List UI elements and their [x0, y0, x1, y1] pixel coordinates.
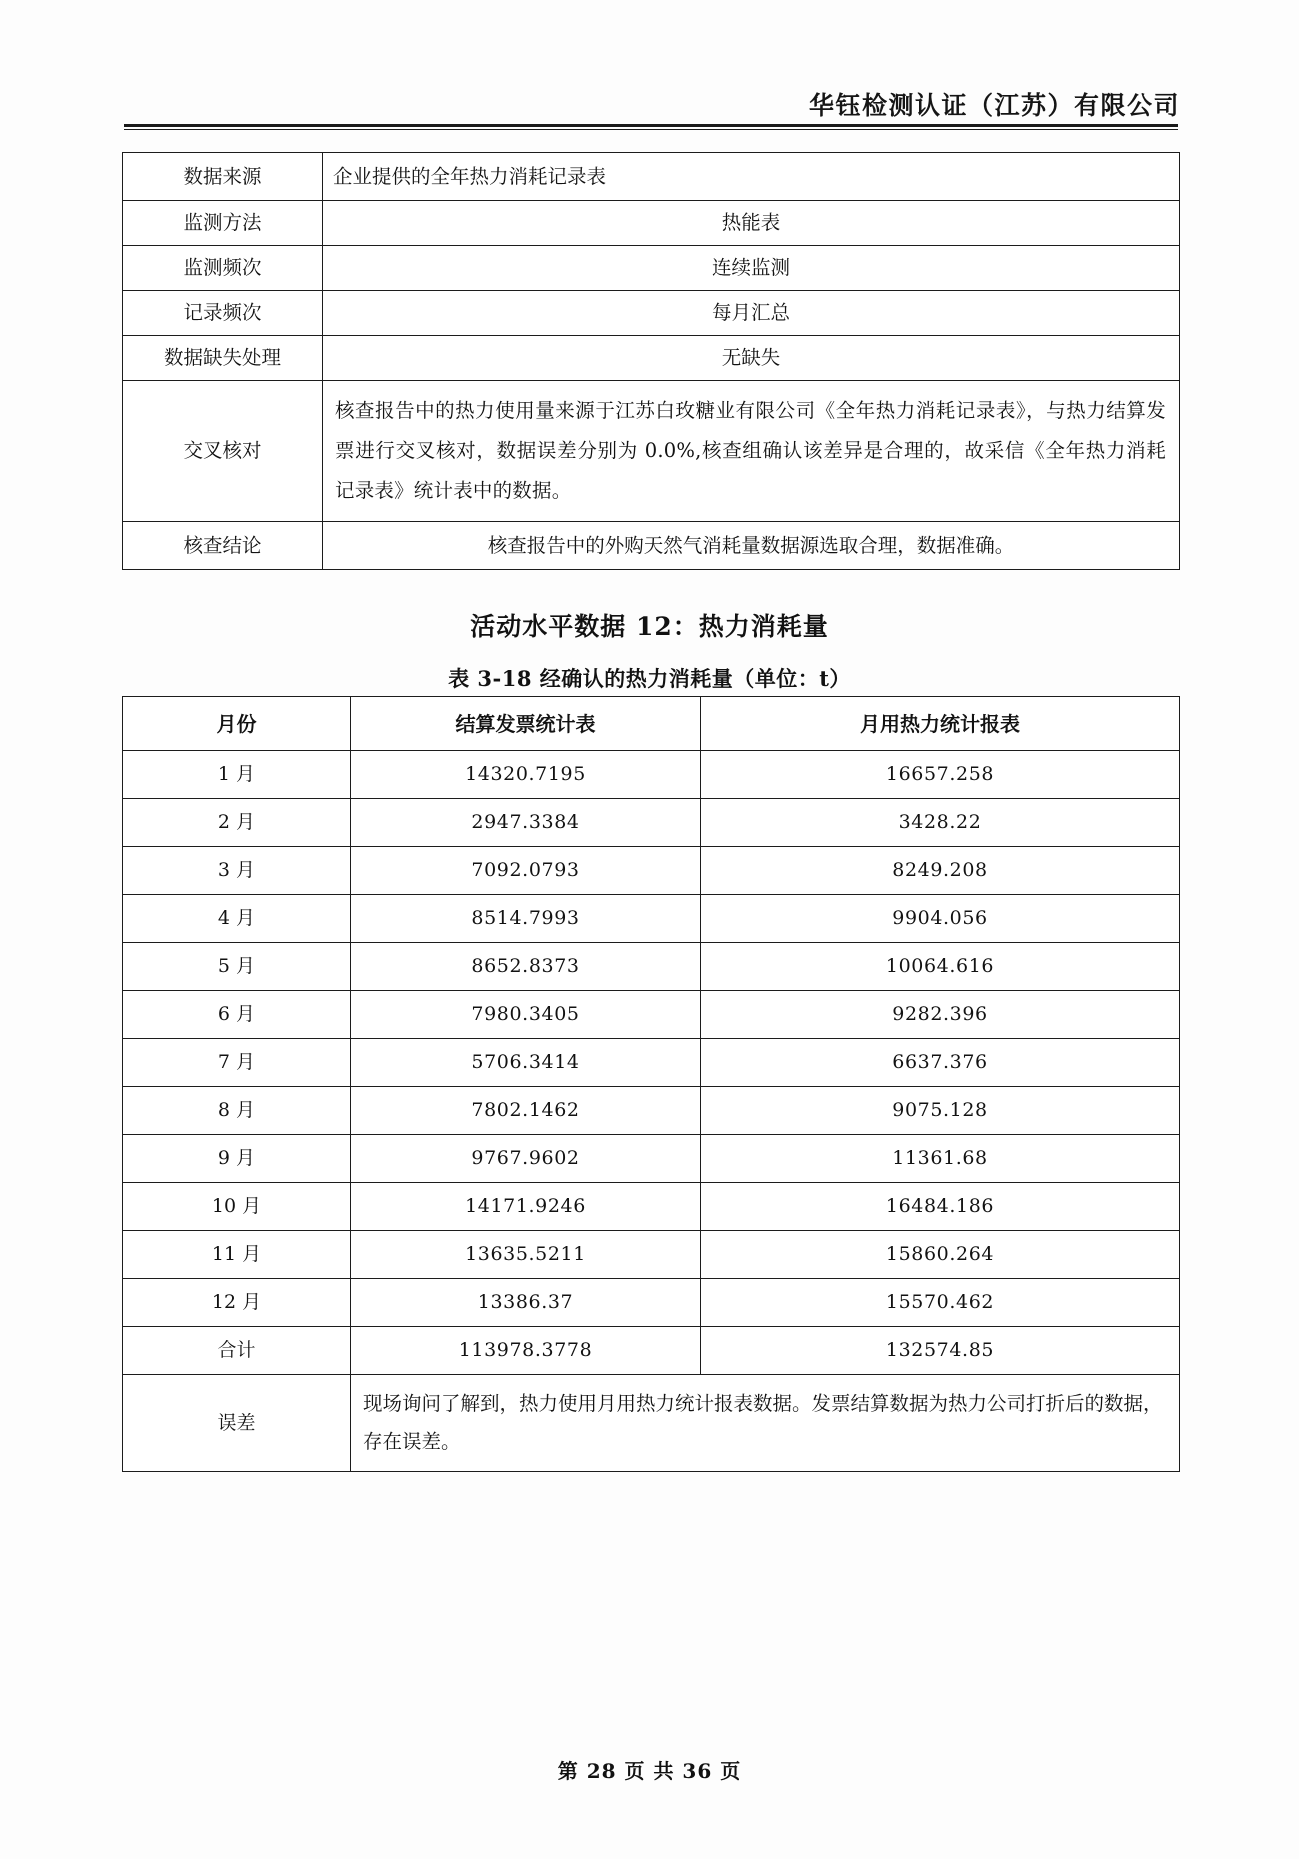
- table-row: [123, 799, 1180, 847]
- cell-report: 6637.376: [701, 1039, 1180, 1087]
- meta-key-data-source: 数据来源: [123, 153, 323, 201]
- page-header-company: 华钰检测认证（江苏）有限公司: [808, 91, 1180, 120]
- cell-report-total: 132574.85: [701, 1327, 1180, 1375]
- table-row: [123, 336, 1180, 381]
- meta-key-record-frequency: 记录频次: [123, 291, 323, 336]
- table-row: [123, 1087, 1180, 1135]
- meta-value-monitor-frequency: 连续监测: [323, 246, 1180, 291]
- table-row: [123, 1279, 1180, 1327]
- meta-value-monitor-method: 热能表: [323, 201, 1180, 246]
- column-header-invoice: 结算发票统计表: [351, 697, 701, 751]
- cell-month: 5 月: [123, 943, 351, 991]
- heat-consumption-table-container: [122, 696, 1180, 1472]
- cell-invoice: 13386.37: [351, 1279, 701, 1327]
- cell-month: 12 月: [123, 1279, 351, 1327]
- cell-month-total: 合计: [123, 1327, 351, 1375]
- table-row: [123, 381, 1180, 522]
- table-row: [123, 895, 1180, 943]
- cell-invoice: 9767.9602: [351, 1135, 701, 1183]
- header-divider: [124, 124, 1178, 130]
- cell-month: 6 月: [123, 991, 351, 1039]
- table-row: [123, 246, 1180, 291]
- cell-month: 2 月: [123, 799, 351, 847]
- table-row: [123, 291, 1180, 336]
- cell-invoice: 14171.9246: [351, 1183, 701, 1231]
- cell-invoice: 13635.5211: [351, 1231, 701, 1279]
- cell-invoice: 7802.1462: [351, 1087, 701, 1135]
- table-row-error: [123, 1375, 1180, 1472]
- table-row: [123, 201, 1180, 246]
- cell-report: 9282.396: [701, 991, 1180, 1039]
- meta-value-record-frequency: 每月汇总: [323, 291, 1180, 336]
- cell-error-label: 误差: [123, 1375, 351, 1472]
- meta-value-missing-data: 无缺失: [323, 336, 1180, 381]
- data-source-table: [122, 152, 1180, 570]
- meta-value-data-source: 企业提供的全年热力消耗记录表: [323, 153, 1180, 201]
- cell-invoice: 2947.3384: [351, 799, 701, 847]
- cell-report: 8249.208: [701, 847, 1180, 895]
- table-row: [123, 153, 1180, 201]
- cell-report: 9075.128: [701, 1087, 1180, 1135]
- table-header-row: [123, 697, 1180, 751]
- table-row: [123, 1039, 1180, 1087]
- table-row: [123, 847, 1180, 895]
- cell-invoice: 8514.7993: [351, 895, 701, 943]
- meta-key-cross-check: 交叉核对: [123, 381, 323, 522]
- cell-error-text: 现场询问了解到，热力使用月用热力统计报表数据。发票结算数据为热力公司打折后的数据，存在误差。: [351, 1375, 1180, 1472]
- cell-month: 9 月: [123, 1135, 351, 1183]
- table-row: [123, 943, 1180, 991]
- cell-month: 3 月: [123, 847, 351, 895]
- table-row: [123, 1183, 1180, 1231]
- cell-report: 16657.258: [701, 751, 1180, 799]
- table-row-total: [123, 1327, 1180, 1375]
- table-caption: 表 3-18 经确认的热力消耗量（单位：t）: [448, 666, 851, 691]
- meta-key-monitor-frequency: 监测频次: [123, 246, 323, 291]
- cell-month: 4 月: [123, 895, 351, 943]
- heat-consumption-table: [122, 696, 1180, 1472]
- cell-invoice-total: 113978.3778: [351, 1327, 701, 1375]
- section-title: 活动水平数据 12：热力消耗量: [470, 612, 829, 641]
- column-header-report: 月用热力统计报表: [701, 697, 1180, 751]
- cell-report: 11361.68: [701, 1135, 1180, 1183]
- column-header-month: 月份: [123, 697, 351, 751]
- cell-report: 15570.462: [701, 1279, 1180, 1327]
- cell-invoice: 8652.8373: [351, 943, 701, 991]
- table-row: [123, 1135, 1180, 1183]
- cell-report: 16484.186: [701, 1183, 1180, 1231]
- cell-report: 10064.616: [701, 943, 1180, 991]
- cell-month: 11 月: [123, 1231, 351, 1279]
- cell-month: 10 月: [123, 1183, 351, 1231]
- table-row: [123, 521, 1180, 569]
- cell-month: 1 月: [123, 751, 351, 799]
- cell-invoice: 14320.7195: [351, 751, 701, 799]
- meta-value-conclusion: 核查报告中的外购天然气消耗量数据源选取合理，数据准确。: [323, 521, 1180, 569]
- meta-key-monitor-method: 监测方法: [123, 201, 323, 246]
- cell-month: 7 月: [123, 1039, 351, 1087]
- cell-report: 9904.056: [701, 895, 1180, 943]
- meta-key-missing-data: 数据缺失处理: [123, 336, 323, 381]
- table-row: [123, 991, 1180, 1039]
- cell-report: 15860.264: [701, 1231, 1180, 1279]
- cell-report: 3428.22: [701, 799, 1180, 847]
- table-row: [123, 1231, 1180, 1279]
- cell-invoice: 5706.3414: [351, 1039, 701, 1087]
- meta-value-cross-check: 核查报告中的热力使用量来源于江苏白玫糖业有限公司《全年热力消耗记录表》，与热力结算发票进行交叉核对，数据误差分别为 0.0%,核查组确认该差异是合理的，故采信《全年热力消耗记录表》统计表中的数据。: [323, 381, 1180, 522]
- cell-invoice: 7980.3405: [351, 991, 701, 1039]
- page-footer: 第 28 页 共 36 页: [557, 1759, 742, 1783]
- data-source-table-container: [122, 152, 1180, 570]
- cell-month: 8 月: [123, 1087, 351, 1135]
- table-row: [123, 751, 1180, 799]
- cell-invoice: 7092.0793: [351, 847, 701, 895]
- meta-key-conclusion: 核查结论: [123, 521, 323, 569]
